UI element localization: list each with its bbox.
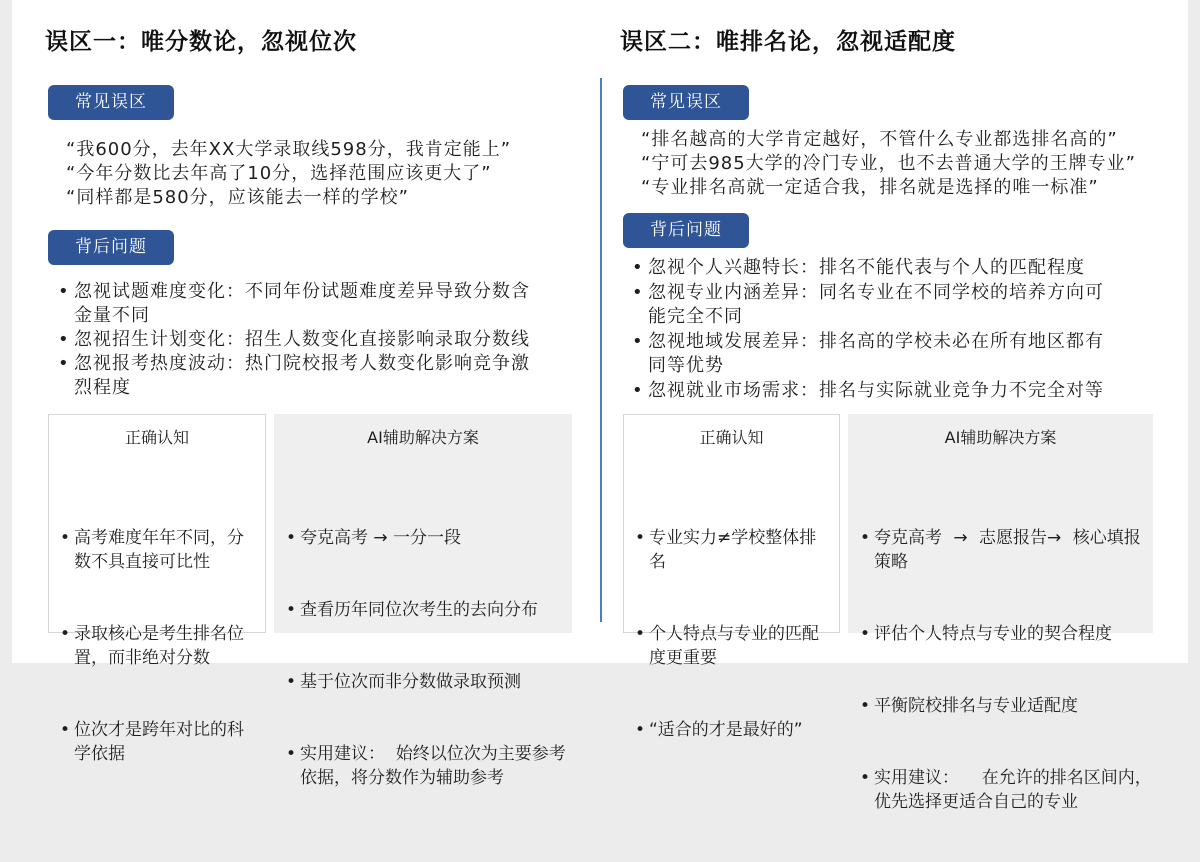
quote-item: “宁可去985大学的冷门专业，也不去普通大学的王牌专业” xyxy=(641,153,1137,174)
correct-panel-title: 正确认知 xyxy=(699,428,764,447)
right-solution-panel xyxy=(848,414,1153,812)
list-item: • 查看历年同位次考生的去向分布 xyxy=(286,598,570,622)
list-item: • 夸克高考 → 一分一段 xyxy=(286,526,570,550)
left-solution-panel xyxy=(274,414,572,788)
list-item: • 夸克高考 → 志愿报告→ 核心填报策略 xyxy=(860,526,1154,574)
list-item: • 实用建议： 始终以位次为主要参考依据，将分数作为辅助参考 xyxy=(286,742,570,790)
left-problem-list xyxy=(58,280,539,400)
list-item: • 实用建议： 在允许的排名区间内，优先选择更适合自己的专业 xyxy=(860,766,1154,814)
list-item: • 评估个人特点与专业的契合程度 xyxy=(860,622,1154,646)
solution-item-list xyxy=(286,478,570,838)
quote-item: “我600分，去年XX大学录取线598分，我肯定能上” xyxy=(66,139,512,160)
problem-item: • 忽视报考热度波动：热门院校报考人数变化影响竞争激烈程度 xyxy=(58,352,539,400)
problem-item: • 忽视地域发展差异：排名高的学校未必在所有地区都有同等优势 xyxy=(632,330,1113,379)
right-misconceptions-badge: 常见误区 xyxy=(623,85,749,120)
problem-item: • 忽视试题难度变化：不同年份试题难度差异导致分数含金量不同 xyxy=(58,280,539,328)
problem-item: • 忽视招生计划变化：招生人数变化直接影响录取分数线 xyxy=(58,328,539,352)
quote-item: “排名越高的大学肯定越好，不管什么专业都选排名高的” xyxy=(641,129,1118,150)
left-quote-list xyxy=(66,138,511,210)
list-item: • 录取核心是考生排名位置，而非绝对分数 xyxy=(60,622,252,670)
solution-item-list xyxy=(860,478,1154,862)
list-item: • 基于位次而非分数做录取预测 xyxy=(286,670,570,694)
correct-panel-title: 正确认知 xyxy=(124,428,189,447)
right-problems-badge: 背后问题 xyxy=(623,213,749,248)
list-item: • 高考难度年年不同，分数不具直接可比性 xyxy=(60,526,252,574)
problem-item: • 忽视就业市场需求：排名与实际就业竞争力不完全对等 xyxy=(632,379,1113,404)
left-section-title: 误区一：唯分数论，忽视位次 xyxy=(45,29,357,55)
list-item: • 个人特点与专业的匹配度更重要 xyxy=(635,622,827,670)
list-item: • “适合的才是最好的” xyxy=(635,718,827,742)
right-problem-list xyxy=(632,256,1113,403)
problem-item: • 忽视个人兴趣特长：排名不能代表与个人的匹配程度 xyxy=(632,256,1113,281)
right-correct-panel xyxy=(623,414,840,740)
right-quote-list xyxy=(641,128,1136,200)
list-item: • 专业实力≠学校整体排名 xyxy=(635,526,827,574)
correct-item-list xyxy=(635,478,827,790)
problem-item: • 忽视专业内涵差异：同名专业在不同学校的培养方向可能完全不同 xyxy=(632,281,1113,330)
correct-item-list xyxy=(60,478,252,814)
column-divider xyxy=(600,78,602,622)
solution-panel-title: AI辅助解决方案 xyxy=(367,428,479,447)
left-misconceptions-badge: 常见误区 xyxy=(48,85,174,120)
list-item: • 位次才是跨年对比的科学依据 xyxy=(60,718,252,766)
quote-item: “专业排名高就一定适合我，排名就是选择的唯一标准” xyxy=(641,177,1099,198)
right-section-title: 误区二：唯排名论，忽视适配度 xyxy=(620,29,956,55)
left-correct-panel xyxy=(48,414,266,764)
solution-panel-title: AI辅助解决方案 xyxy=(944,428,1057,447)
list-item: • 平衡院校排名与专业适配度 xyxy=(860,694,1154,718)
quote-item: “同样都是580分，应该能去一样的学校” xyxy=(66,187,410,208)
quote-item: “今年分数比去年高了10分，选择范围应该更大了” xyxy=(66,163,492,184)
left-problems-badge: 背后问题 xyxy=(48,230,174,265)
